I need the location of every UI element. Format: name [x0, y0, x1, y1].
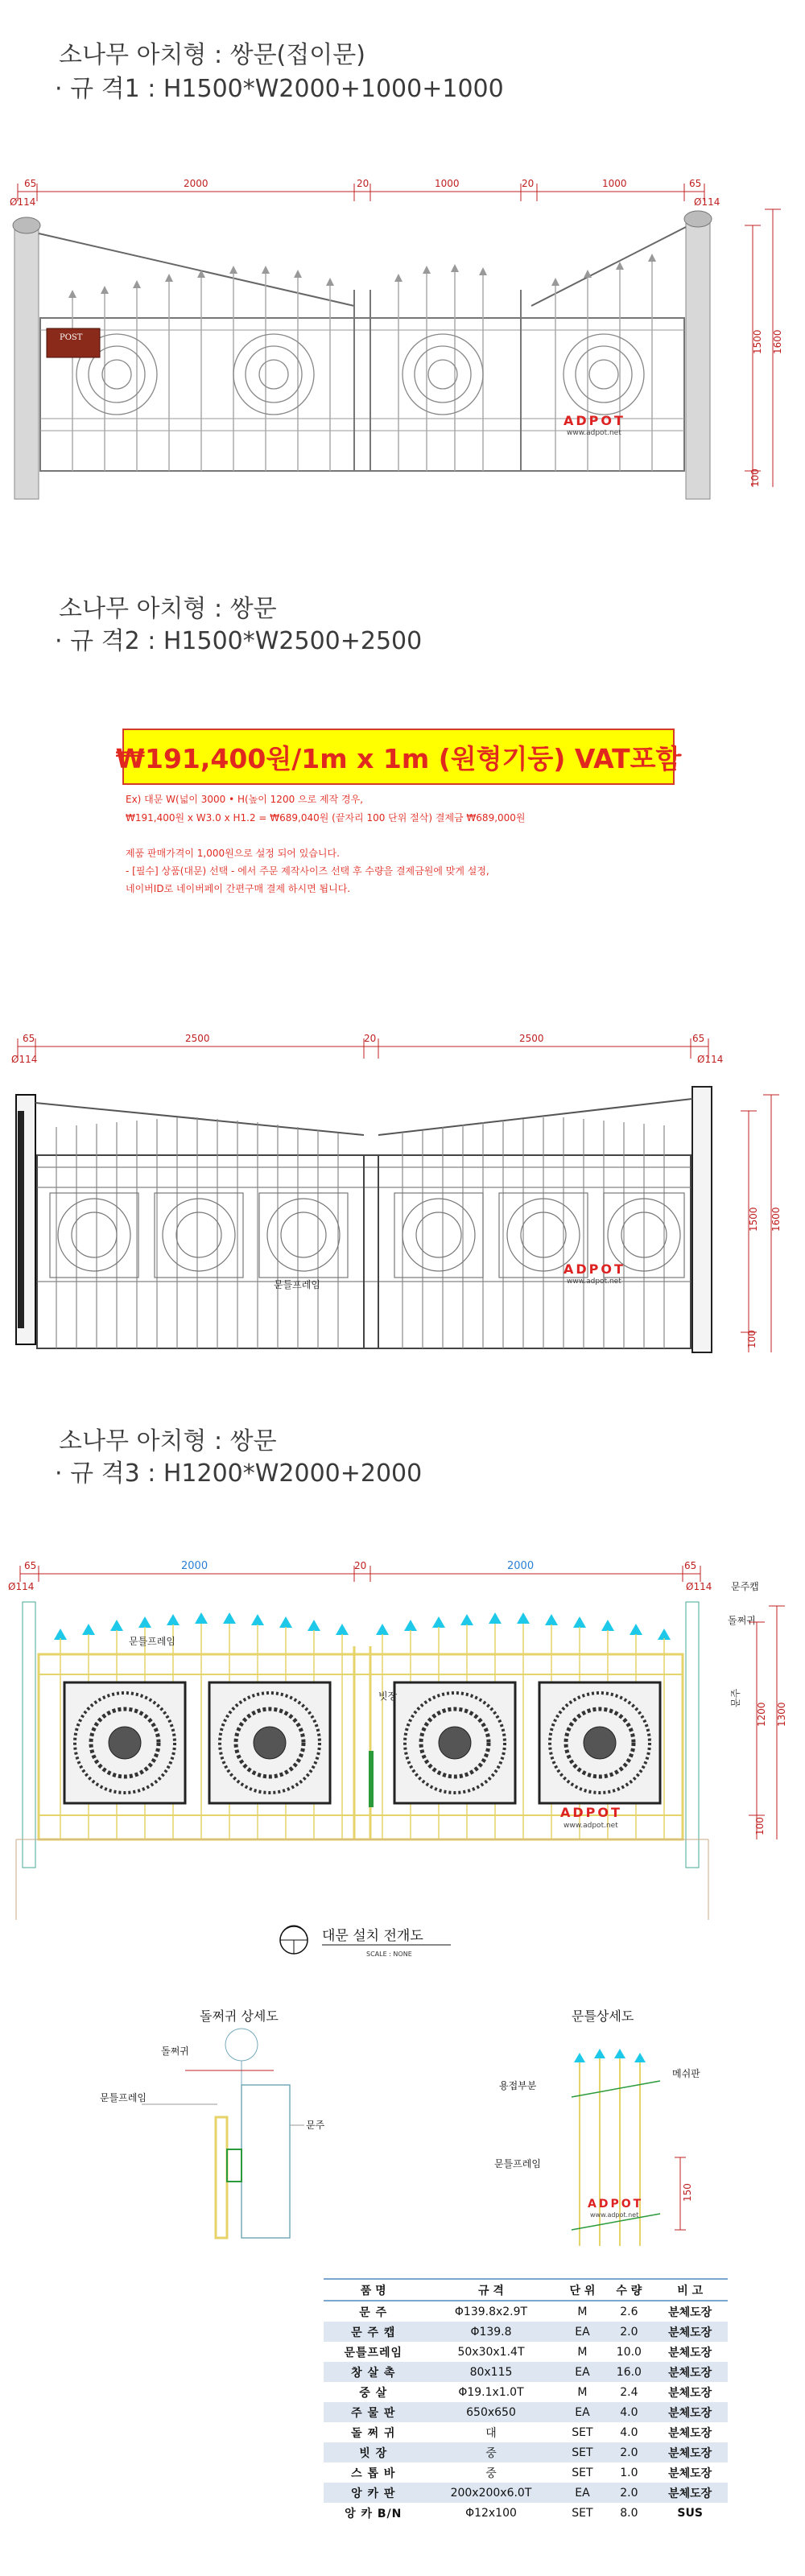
table-row: [324, 2382, 728, 2402]
height3-1200: 1200: [756, 1702, 767, 1727]
cell-qty: 2.6: [605, 2301, 652, 2322]
cell-note: 분체도장: [652, 2322, 728, 2342]
header-qty: 수 량: [605, 2279, 652, 2301]
cell-item: 문 주: [324, 2301, 423, 2322]
section1-spec: · 규 격1 : H1500*W2000+1000+1000: [55, 75, 504, 103]
cell-note: 분체도장: [652, 2342, 728, 2362]
latch-label: 빗장: [378, 1690, 398, 1702]
price-note-6: 네이버ID로 네이버페이 간편구매 결제 하시면 됩니다.: [126, 883, 351, 894]
table-row: [324, 2362, 728, 2382]
cell-unit: SET: [559, 2503, 605, 2523]
left-post: [14, 225, 39, 499]
brand3-logo: ADPOT: [560, 1805, 622, 1820]
brand-url: www.adpot.net: [567, 429, 621, 437]
price-note-2: ₩191,400원 x W3.0 x H1.2 = ₩689,040원 (끝자리 100 단위 절삭) 결제금 ₩689,000원: [126, 812, 526, 824]
height3-1300: 1300: [776, 1702, 787, 1727]
table-row: [324, 2342, 728, 2362]
drawing-caption: [266, 1916, 539, 1964]
table-row: [324, 2322, 728, 2342]
cell-spec: 80x115: [423, 2362, 559, 2382]
header-note: 비 고: [652, 2279, 728, 2301]
cell-spec: Φ12x100: [423, 2503, 559, 2523]
cell-note: 분체도장: [652, 2402, 728, 2422]
section1-title: 소나무 아치형 : 쌍문(접이문): [59, 41, 365, 69]
cell-qty: 1.0: [605, 2462, 652, 2483]
post-dia-left: Ø114: [10, 196, 36, 208]
dim2-65-right: 65: [692, 1033, 705, 1044]
table-row: [324, 2503, 728, 2523]
cell-unit: M: [559, 2301, 605, 2322]
detail-drawings: [0, 1996, 805, 2270]
caption-text: 대문 설치 전개도: [322, 1928, 423, 1944]
dim-2000: 2000: [184, 178, 208, 189]
cell-note: 분체도장: [652, 2462, 728, 2483]
caption-scale: SCALE : NONE: [366, 1951, 412, 1958]
section3-spec: · 규 격3 : H1200*W2000+2000: [55, 1459, 423, 1488]
cell-unit: EA: [559, 2362, 605, 2382]
cell-spec: 50x30x1.4T: [423, 2342, 559, 2362]
cell-qty: 10.0: [605, 2342, 652, 2362]
mailbox-label: POST: [60, 333, 83, 342]
dim3-2000-right: 2000: [507, 1560, 535, 1572]
header-item: 품 명: [324, 2279, 423, 2301]
price-note-4: 제품 판매가격이 1,000원으로 설정 되어 있습니다.: [126, 848, 340, 859]
base2-100: 100: [746, 1330, 758, 1348]
height2-1500: 1500: [748, 1207, 759, 1232]
hinge-detail-title: 돌쩌귀 상세도: [200, 2008, 279, 2024]
cell-qty: 2.0: [605, 2442, 652, 2462]
dim2-65-left: 65: [23, 1033, 35, 1044]
section2-title: 소나무 아치형 : 쌍문: [59, 595, 277, 623]
cap-label: 문주캡: [731, 1581, 759, 1592]
hinge-detail-label-3: 문주: [306, 2120, 325, 2131]
post3-dia-right: Ø114: [686, 1581, 712, 1592]
cell-spec: Φ19.1x1.0T: [423, 2382, 559, 2402]
brand4-url: www.adpot.net: [590, 2211, 639, 2219]
frame-detail-title: 문틀상세도: [572, 2008, 634, 2024]
cell-item: 주 물 판: [324, 2402, 423, 2422]
cell-qty: 2.4: [605, 2382, 652, 2402]
cell-qty: 4.0: [605, 2422, 652, 2442]
post-label: 문주: [730, 1688, 741, 1707]
spec-table: [324, 2278, 728, 2523]
cell-item: 문틀프레임: [324, 2342, 423, 2362]
post-dia-right: Ø114: [694, 196, 720, 208]
dim-65-left: 65: [24, 178, 37, 189]
cell-item: 문 주 캡: [324, 2322, 423, 2342]
table-row: [324, 2442, 728, 2462]
hinge-label: 돌쩌귀: [728, 1615, 756, 1626]
cell-qty: 4.0: [605, 2402, 652, 2422]
cell-note: 분체도장: [652, 2442, 728, 2462]
dim3-20: 20: [354, 1560, 367, 1571]
brand-logo: ADPOT: [564, 413, 625, 428]
cell-unit: EA: [559, 2402, 605, 2422]
cell-note: 분체도장: [652, 2362, 728, 2382]
cell-unit: SET: [559, 2462, 605, 2483]
post2-dia-left: Ø114: [11, 1054, 38, 1065]
dim3-65-left: 65: [24, 1560, 37, 1571]
cell-item: 앙 카 판: [324, 2483, 423, 2503]
cell-spec: 대: [423, 2422, 559, 2442]
table-row: [324, 2483, 728, 2503]
dim-65-right: 65: [689, 178, 702, 189]
cell-qty: 8.0: [605, 2503, 652, 2523]
post2-dia-right: Ø114: [697, 1054, 724, 1065]
cell-item: 스 톱 바: [324, 2462, 423, 2483]
brand3-url: www.adpot.net: [564, 1822, 618, 1830]
cell-note: SUS: [652, 2503, 728, 2523]
section2-gate-drawing: [0, 1022, 805, 1401]
price-text: ₩191,400원/1m x 1m (원형기둥) VAT포함: [115, 742, 682, 774]
dim2-2500-left: 2500: [185, 1033, 210, 1044]
cell-spec: Φ139.8: [423, 2322, 559, 2342]
dim-20-a: 20: [357, 178, 369, 189]
cell-unit: M: [559, 2382, 605, 2402]
cell-item: 앙 카 B/N: [324, 2503, 423, 2523]
table-row: [324, 2462, 728, 2483]
height-1500: 1500: [752, 329, 763, 354]
dim2-20: 20: [364, 1033, 377, 1044]
cell-item: 창 살 촉: [324, 2362, 423, 2382]
frame3-label: 문틀프레임: [129, 1636, 175, 1647]
cell-unit: SET: [559, 2442, 605, 2462]
brand2-logo: ADPOT: [564, 1261, 625, 1277]
cell-qty: 16.0: [605, 2362, 652, 2382]
cell-item: 빗 장: [324, 2442, 423, 2462]
right-post: [686, 219, 710, 499]
frame-detail-dim: 150: [682, 2183, 693, 2202]
price-banner: [115, 729, 682, 785]
table-row: [324, 2402, 728, 2422]
section2-spec: · 규 격2 : H1500*W2500+2500: [55, 627, 423, 655]
cell-spec: Φ139.8x2.9T: [423, 2301, 559, 2322]
table-row: [324, 2301, 728, 2322]
cell-qty: 2.0: [605, 2322, 652, 2342]
header-unit: 단 위: [559, 2279, 605, 2301]
cell-spec: 200x200x6.0T: [423, 2483, 559, 2503]
height-1600: 1600: [772, 329, 783, 354]
base-100: 100: [749, 469, 761, 487]
section3-gate-drawing: [0, 1558, 805, 1936]
cell-note: 분체도장: [652, 2301, 728, 2322]
base3-100: 100: [754, 1817, 766, 1835]
cell-spec: 중: [423, 2442, 559, 2462]
price-note-1: Ex) 대문 W(넓이 3000 • H(높이 1200 으로 제작 경우,: [126, 794, 364, 805]
frame-detail-label-2: 문틀프레임: [494, 2158, 541, 2169]
cell-unit: EA: [559, 2483, 605, 2503]
frame-label: 문틀프레임: [274, 1279, 320, 1290]
cell-item: 중 살: [324, 2382, 423, 2402]
cell-spec: 650x650: [423, 2402, 559, 2422]
frame-detail-label-1: 용접부분: [499, 2080, 537, 2091]
cell-spec: 중: [423, 2462, 559, 2483]
cell-unit: EA: [559, 2322, 605, 2342]
header-spec: 규 격: [423, 2279, 559, 2301]
dim-20-b: 20: [522, 178, 535, 189]
cell-unit: SET: [559, 2422, 605, 2442]
section1-gate-drawing: [0, 153, 805, 588]
dim3-65-right: 65: [684, 1560, 697, 1571]
dim2-2500-right: 2500: [519, 1033, 544, 1044]
dim-1000-b: 1000: [602, 178, 627, 189]
price-note-5: - [필수] 상품(대문) 선택 - 에서 주문 제작사이즈 선택 후 수량을 결제금원에 맞게 설정,: [126, 865, 489, 877]
hinge-detail-label-1: 돌쩌귀: [161, 2046, 189, 2057]
dim-1000-a: 1000: [435, 178, 460, 189]
cell-item: 돌 쩌 귀: [324, 2422, 423, 2442]
hinge-detail-label-2: 문틀프레임: [100, 2092, 147, 2103]
post3-dia-left: Ø114: [8, 1581, 35, 1592]
table-row: [324, 2422, 728, 2442]
cell-unit: M: [559, 2342, 605, 2362]
cell-note: 분체도장: [652, 2483, 728, 2503]
frame-detail-label-3: 메쉬판: [672, 2068, 700, 2079]
brand4-logo: ADPOT: [588, 2198, 644, 2211]
height2-1600: 1600: [770, 1207, 782, 1232]
section3-title: 소나무 아치형 : 쌍문: [59, 1427, 277, 1455]
brand2-url: www.adpot.net: [567, 1278, 621, 1286]
cell-note: 분체도장: [652, 2382, 728, 2402]
dim3-2000-left: 2000: [181, 1560, 208, 1572]
cell-note: 분체도장: [652, 2422, 728, 2442]
spec-table-header: [324, 2279, 728, 2301]
cell-qty: 2.0: [605, 2483, 652, 2503]
